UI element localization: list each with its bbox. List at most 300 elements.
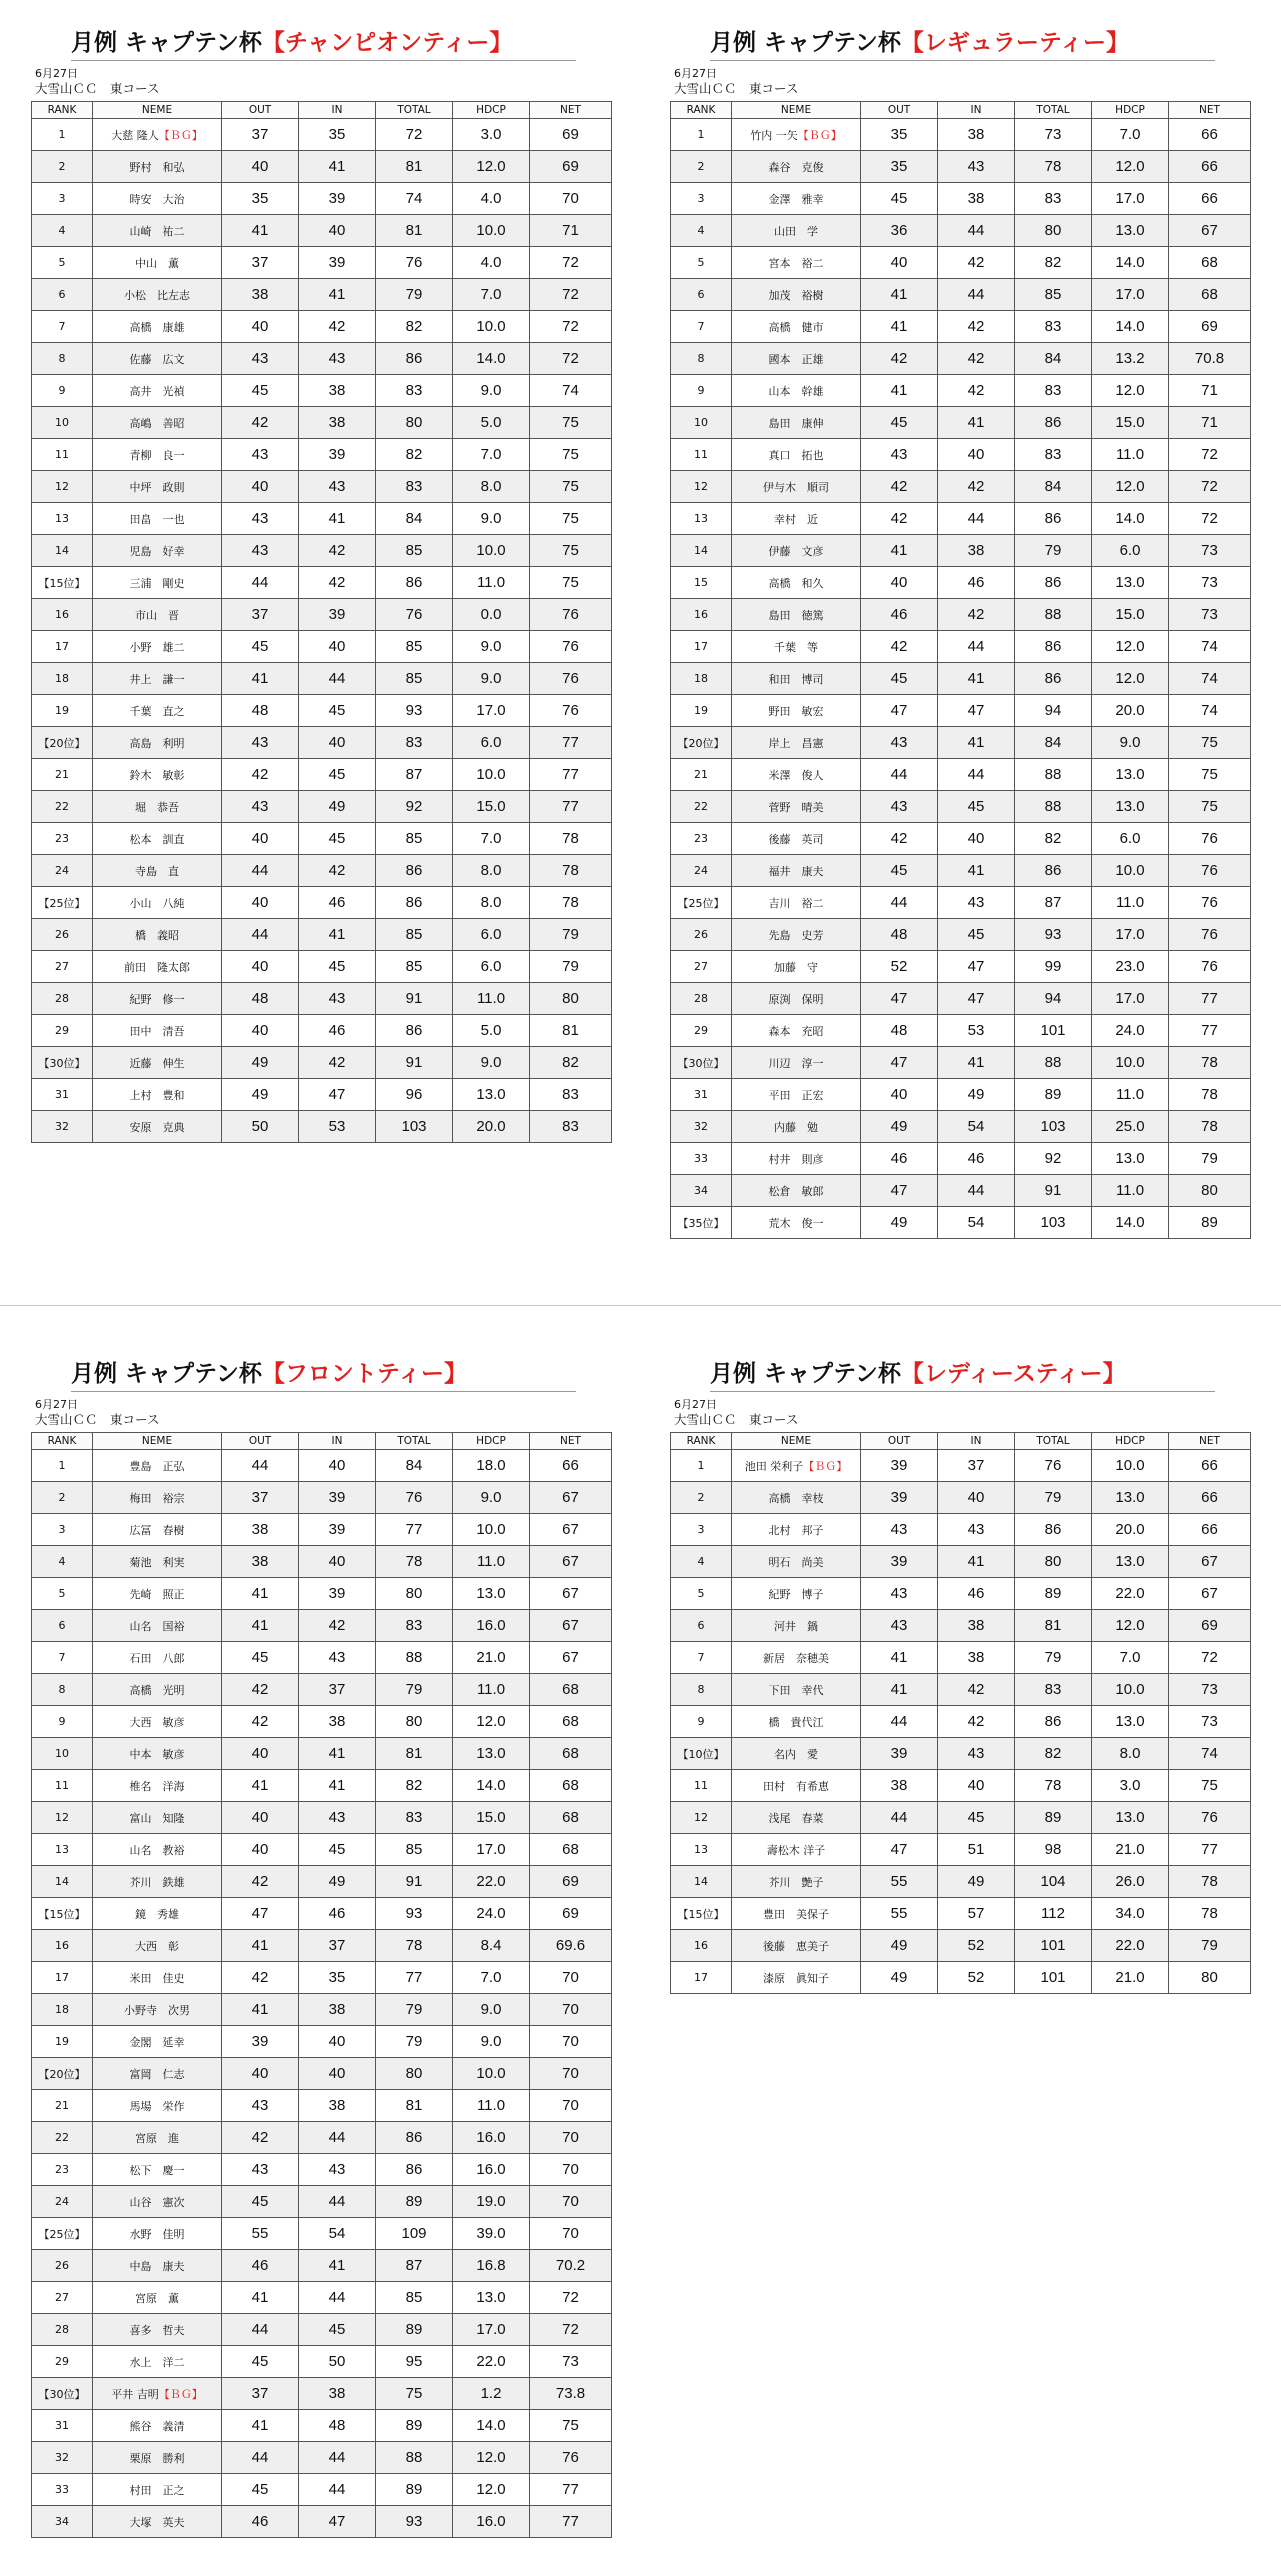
table-row xyxy=(32,1962,612,1994)
table-row xyxy=(32,2314,612,2346)
in-cell: 38 xyxy=(938,119,1015,151)
out-cell: 39 xyxy=(861,1482,938,1514)
rank-cell: 32 xyxy=(671,1111,732,1143)
out-cell: 41 xyxy=(861,311,938,343)
out-cell: 41 xyxy=(861,1642,938,1674)
net-cell: 76 xyxy=(1169,1802,1251,1834)
net-cell: 67 xyxy=(530,1514,612,1546)
column-header-net: NET xyxy=(530,1433,612,1450)
total-cell: 86 xyxy=(376,1015,453,1047)
table-row xyxy=(671,151,1251,183)
in-cell: 41 xyxy=(299,503,376,535)
in-cell: 53 xyxy=(938,1015,1015,1047)
hdcp-cell: 22.0 xyxy=(1092,1930,1169,1962)
total-cell: 84 xyxy=(1015,343,1092,375)
table-row xyxy=(32,1047,612,1079)
out-cell: 40 xyxy=(861,567,938,599)
total-cell: 81 xyxy=(1015,1610,1092,1642)
player-name: 市山 晋 xyxy=(135,608,179,622)
net-cell: 70 xyxy=(530,183,612,215)
name-cell xyxy=(93,407,222,439)
net-cell: 76 xyxy=(530,663,612,695)
out-cell: 43 xyxy=(222,2154,299,2186)
player-name: 上村 豊和 xyxy=(129,1088,185,1102)
hdcp-cell: 19.0 xyxy=(453,2186,530,2218)
hdcp-cell: 13.0 xyxy=(1092,215,1169,247)
out-cell: 45 xyxy=(861,183,938,215)
net-cell: 76 xyxy=(1169,887,1251,919)
net-cell: 74 xyxy=(1169,663,1251,695)
player-name: 米澤 俊人 xyxy=(768,768,824,782)
column-header-hdcp: HDCP xyxy=(453,1433,530,1450)
name-cell xyxy=(732,1898,861,1930)
table-row xyxy=(671,1930,1251,1962)
net-cell: 67 xyxy=(530,1610,612,1642)
net-cell: 73 xyxy=(1169,567,1251,599)
table-row xyxy=(32,1802,612,1834)
hdcp-cell: 13.0 xyxy=(1092,1802,1169,1834)
in-cell: 42 xyxy=(299,855,376,887)
name-cell xyxy=(732,1802,861,1834)
net-cell: 75 xyxy=(530,2410,612,2442)
table-row xyxy=(671,1578,1251,1610)
out-cell: 44 xyxy=(861,887,938,919)
out-cell: 41 xyxy=(222,1610,299,1642)
rank-cell: 23 xyxy=(32,2154,93,2186)
event-date: 6月27日 xyxy=(35,1398,78,1411)
name-cell xyxy=(732,1450,861,1482)
in-cell: 57 xyxy=(938,1898,1015,1930)
hdcp-cell: 12.0 xyxy=(1092,151,1169,183)
out-cell: 41 xyxy=(222,1994,299,2026)
total-cell: 86 xyxy=(1015,855,1092,887)
table-row xyxy=(32,1994,612,2026)
player-name: 菅野 晴美 xyxy=(768,800,824,814)
total-cell: 81 xyxy=(376,151,453,183)
name-cell xyxy=(93,215,222,247)
rank-cell: 13 xyxy=(671,503,732,535)
net-cell: 70 xyxy=(530,1962,612,1994)
hdcp-cell: 10.0 xyxy=(1092,1047,1169,1079)
out-cell: 47 xyxy=(861,695,938,727)
in-cell: 46 xyxy=(299,887,376,919)
table-row xyxy=(32,1514,612,1546)
total-cell: 89 xyxy=(376,2314,453,2346)
name-cell xyxy=(732,247,861,279)
net-cell: 72 xyxy=(530,279,612,311)
in-cell: 41 xyxy=(299,1770,376,1802)
name-cell xyxy=(93,1015,222,1047)
out-cell: 44 xyxy=(861,1706,938,1738)
player-name: 大慈 隆人 xyxy=(111,128,159,142)
rank-cell: 7 xyxy=(32,1642,93,1674)
net-cell: 80 xyxy=(1169,1175,1251,1207)
total-cell: 99 xyxy=(1015,951,1092,983)
net-cell: 69.6 xyxy=(530,1930,612,1962)
hdcp-cell: 17.0 xyxy=(453,2314,530,2346)
column-header-in: IN xyxy=(299,1433,376,1450)
hdcp-cell: 13.2 xyxy=(1092,343,1169,375)
rank-cell: 9 xyxy=(32,1706,93,1738)
table-row xyxy=(671,1834,1251,1866)
name-cell xyxy=(93,2378,222,2410)
total-cell: 88 xyxy=(376,1642,453,1674)
player-name: 堀 恭吾 xyxy=(135,800,179,814)
rank-cell: 5 xyxy=(32,247,93,279)
hdcp-cell: 3.0 xyxy=(1092,1770,1169,1802)
total-cell: 86 xyxy=(376,567,453,599)
out-cell: 37 xyxy=(222,1482,299,1514)
player-name: 浅尾 春菜 xyxy=(768,1811,824,1825)
table-row xyxy=(32,2186,612,2218)
out-cell: 47 xyxy=(861,1175,938,1207)
total-cell: 78 xyxy=(1015,151,1092,183)
in-cell: 43 xyxy=(299,471,376,503)
rank-cell: 16 xyxy=(671,599,732,631)
bg-tag: 【ＢＧ】 xyxy=(158,2387,203,2401)
rank-cell: 21 xyxy=(671,759,732,791)
rank-cell: 【25位】 xyxy=(671,887,732,919)
net-cell: 66 xyxy=(1169,1482,1251,1514)
in-cell: 43 xyxy=(299,2154,376,2186)
in-cell: 37 xyxy=(299,1930,376,1962)
net-cell: 75 xyxy=(530,567,612,599)
total-cell: 88 xyxy=(1015,1047,1092,1079)
out-cell: 44 xyxy=(222,2442,299,2474)
player-name: 小松 比左志 xyxy=(124,288,190,302)
player-name: 高橋 光明 xyxy=(129,1683,185,1697)
rank-cell: 9 xyxy=(671,375,732,407)
in-cell: 44 xyxy=(938,631,1015,663)
out-cell: 45 xyxy=(861,663,938,695)
out-cell: 48 xyxy=(861,1015,938,1047)
out-cell: 41 xyxy=(222,2410,299,2442)
total-cell: 79 xyxy=(376,1994,453,2026)
total-cell: 80 xyxy=(376,1578,453,1610)
rank-cell: 2 xyxy=(671,1482,732,1514)
name-cell xyxy=(93,375,222,407)
total-cell: 84 xyxy=(1015,727,1092,759)
total-cell: 77 xyxy=(376,1962,453,1994)
out-cell: 45 xyxy=(222,631,299,663)
in-cell: 47 xyxy=(938,695,1015,727)
hdcp-cell: 26.0 xyxy=(1092,1866,1169,1898)
total-cell: 86 xyxy=(376,343,453,375)
hdcp-cell: 9.0 xyxy=(453,503,530,535)
out-cell: 40 xyxy=(861,247,938,279)
table-row xyxy=(671,695,1251,727)
hdcp-cell: 3.0 xyxy=(453,119,530,151)
rank-cell: 11 xyxy=(671,1770,732,1802)
total-cell: 84 xyxy=(376,503,453,535)
player-name: 山谷 憲次 xyxy=(129,2195,185,2209)
header-row xyxy=(32,1433,612,1450)
hdcp-cell: 6.0 xyxy=(453,727,530,759)
table-row xyxy=(671,503,1251,535)
hdcp-cell: 14.0 xyxy=(1092,247,1169,279)
hdcp-cell: 5.0 xyxy=(453,1015,530,1047)
column-header-rank: RANK xyxy=(32,102,93,119)
net-cell: 74 xyxy=(1169,1738,1251,1770)
table-row xyxy=(32,2026,612,2058)
player-name: 大塚 英夫 xyxy=(129,2515,185,2529)
column-header-name: NEME xyxy=(732,102,861,119)
net-cell: 67 xyxy=(530,1546,612,1578)
table-row xyxy=(671,1546,1251,1578)
player-name: 平田 正宏 xyxy=(768,1088,824,1102)
rank-cell: 1 xyxy=(671,1450,732,1482)
rank-cell: 19 xyxy=(671,695,732,727)
out-cell: 39 xyxy=(861,1450,938,1482)
column-header-in: IN xyxy=(938,102,1015,119)
net-cell: 75 xyxy=(530,439,612,471)
out-cell: 41 xyxy=(861,279,938,311)
table-row xyxy=(32,2154,612,2186)
table-row xyxy=(671,791,1251,823)
net-cell: 66 xyxy=(1169,1450,1251,1482)
net-cell: 76 xyxy=(530,695,612,727)
rank-cell: 21 xyxy=(32,759,93,791)
total-cell: 88 xyxy=(1015,599,1092,631)
hdcp-cell: 13.0 xyxy=(1092,1482,1169,1514)
hdcp-cell: 11.0 xyxy=(453,983,530,1015)
table-row xyxy=(671,247,1251,279)
hdcp-cell: 10.0 xyxy=(453,311,530,343)
hdcp-cell: 6.0 xyxy=(1092,823,1169,855)
table-row xyxy=(671,1610,1251,1642)
total-cell: 85 xyxy=(376,535,453,567)
table-row xyxy=(671,1047,1251,1079)
player-name: 高橋 幸枝 xyxy=(768,1491,824,1505)
player-name: 明石 尚美 xyxy=(768,1555,824,1569)
player-name: 大西 彰 xyxy=(135,1939,179,1953)
table-row xyxy=(671,1079,1251,1111)
table-row xyxy=(32,151,612,183)
name-cell xyxy=(732,1175,861,1207)
player-name: 原渕 保明 xyxy=(768,992,824,1006)
name-cell xyxy=(93,1834,222,1866)
name-cell xyxy=(732,471,861,503)
name-cell xyxy=(93,1514,222,1546)
total-cell: 103 xyxy=(1015,1207,1092,1239)
hdcp-cell: 5.0 xyxy=(453,407,530,439)
net-cell: 67 xyxy=(530,1642,612,1674)
table-row xyxy=(32,1450,612,1482)
out-cell: 42 xyxy=(861,343,938,375)
out-cell: 44 xyxy=(222,919,299,951)
net-cell: 72 xyxy=(1169,439,1251,471)
rank-cell: 29 xyxy=(32,2346,93,2378)
rank-cell: 31 xyxy=(671,1079,732,1111)
out-cell: 43 xyxy=(861,1578,938,1610)
sheet-champion-tee xyxy=(31,26,611,1143)
net-cell: 69 xyxy=(530,1898,612,1930)
out-cell: 46 xyxy=(222,2506,299,2538)
in-cell: 38 xyxy=(938,183,1015,215)
player-name: 芥川 鉄雄 xyxy=(129,1875,185,1889)
total-cell: 88 xyxy=(376,2442,453,2474)
player-name: 和田 博司 xyxy=(768,672,824,686)
out-cell: 40 xyxy=(222,2058,299,2090)
in-cell: 49 xyxy=(938,1079,1015,1111)
out-cell: 40 xyxy=(222,1802,299,1834)
in-cell: 41 xyxy=(299,1738,376,1770)
in-cell: 39 xyxy=(299,1578,376,1610)
hdcp-cell: 22.0 xyxy=(453,1866,530,1898)
total-cell: 89 xyxy=(376,2410,453,2442)
rank-cell: 28 xyxy=(32,2314,93,2346)
hdcp-cell: 7.0 xyxy=(453,1962,530,1994)
in-cell: 40 xyxy=(299,1546,376,1578)
total-cell: 88 xyxy=(1015,759,1092,791)
name-cell xyxy=(93,439,222,471)
name-cell xyxy=(93,1802,222,1834)
rank-cell: 3 xyxy=(32,1514,93,1546)
total-cell: 83 xyxy=(1015,183,1092,215)
net-cell: 78 xyxy=(1169,1047,1251,1079)
table-row xyxy=(32,215,612,247)
net-cell: 75 xyxy=(1169,759,1251,791)
name-cell xyxy=(93,2474,222,2506)
name-cell xyxy=(93,1866,222,1898)
in-cell: 54 xyxy=(938,1207,1015,1239)
table-row xyxy=(671,887,1251,919)
name-cell xyxy=(732,1207,861,1239)
table-row xyxy=(671,1175,1251,1207)
rank-cell: 28 xyxy=(32,983,93,1015)
name-cell xyxy=(93,2506,222,2538)
name-cell xyxy=(732,1047,861,1079)
hdcp-cell: 12.0 xyxy=(1092,663,1169,695)
player-name: 喜多 哲夫 xyxy=(129,2323,185,2337)
rank-cell: 【15位】 xyxy=(32,1898,93,1930)
net-cell: 66 xyxy=(1169,183,1251,215)
total-cell: 80 xyxy=(376,407,453,439)
name-cell xyxy=(93,2410,222,2442)
name-cell xyxy=(93,1962,222,1994)
rank-cell: 16 xyxy=(671,1930,732,1962)
in-cell: 39 xyxy=(299,1482,376,1514)
player-name: 川辺 淳一 xyxy=(768,1056,824,1070)
table-row xyxy=(671,1674,1251,1706)
table-row xyxy=(671,1706,1251,1738)
rank-cell: 14 xyxy=(671,1866,732,1898)
results-table xyxy=(670,101,1251,1239)
in-cell: 42 xyxy=(299,311,376,343)
name-cell xyxy=(93,887,222,919)
hdcp-cell: 16.0 xyxy=(453,2122,530,2154)
header-row xyxy=(671,1433,1251,1450)
player-name: 広冨 春樹 xyxy=(129,1523,185,1537)
net-cell: 73 xyxy=(1169,1674,1251,1706)
hdcp-cell: 13.0 xyxy=(1092,567,1169,599)
table-row xyxy=(671,759,1251,791)
table-row xyxy=(32,759,612,791)
total-cell: 88 xyxy=(1015,791,1092,823)
in-cell: 41 xyxy=(299,279,376,311)
in-cell: 46 xyxy=(938,567,1015,599)
hdcp-cell: 20.0 xyxy=(1092,695,1169,727)
net-cell: 70 xyxy=(530,1994,612,2026)
player-name: 森本 充昭 xyxy=(768,1024,824,1038)
net-cell: 78 xyxy=(1169,1111,1251,1143)
sheet-front-tee xyxy=(31,1357,611,2538)
total-cell: 78 xyxy=(1015,1770,1092,1802)
out-cell: 41 xyxy=(222,215,299,247)
in-cell: 39 xyxy=(299,439,376,471)
column-header-total: TOTAL xyxy=(376,1433,453,1450)
player-name: 中山 薫 xyxy=(135,256,179,270)
hdcp-cell: 9.0 xyxy=(453,631,530,663)
total-cell: 81 xyxy=(376,215,453,247)
name-cell xyxy=(93,471,222,503)
net-cell: 72 xyxy=(1169,1642,1251,1674)
player-name: 鈴木 敏彰 xyxy=(129,768,185,782)
player-name: 梅田 裕宗 xyxy=(129,1491,185,1505)
name-cell xyxy=(93,2122,222,2154)
total-cell: 80 xyxy=(376,1706,453,1738)
in-cell: 38 xyxy=(938,1610,1015,1642)
hdcp-cell: 13.0 xyxy=(1092,1546,1169,1578)
net-cell: 70 xyxy=(530,2122,612,2154)
total-cell: 89 xyxy=(1015,1802,1092,1834)
rank-cell: 6 xyxy=(671,1610,732,1642)
total-cell: 89 xyxy=(376,2474,453,2506)
net-cell: 78 xyxy=(530,887,612,919)
table-row xyxy=(671,1866,1251,1898)
player-name: 大西 敏彦 xyxy=(129,1715,185,1729)
in-cell: 45 xyxy=(299,1834,376,1866)
net-cell: 67 xyxy=(1169,1546,1251,1578)
table-row xyxy=(32,407,612,439)
total-cell: 82 xyxy=(1015,247,1092,279)
hdcp-cell: 9.0 xyxy=(453,2026,530,2058)
net-cell: 81 xyxy=(530,1015,612,1047)
in-cell: 45 xyxy=(299,951,376,983)
rank-cell: 3 xyxy=(32,183,93,215)
name-cell xyxy=(93,1578,222,1610)
hdcp-cell: 6.0 xyxy=(453,951,530,983)
rank-cell: 28 xyxy=(671,983,732,1015)
total-cell: 86 xyxy=(1015,1514,1092,1546)
table-row xyxy=(32,951,612,983)
name-cell xyxy=(732,439,861,471)
table-row xyxy=(671,1143,1251,1175)
out-cell: 42 xyxy=(222,759,299,791)
in-cell: 44 xyxy=(938,279,1015,311)
name-cell xyxy=(93,1738,222,1770)
total-cell: 85 xyxy=(376,951,453,983)
in-cell: 54 xyxy=(938,1111,1015,1143)
out-cell: 44 xyxy=(222,1450,299,1482)
title-accent: 【フロントティー】 xyxy=(261,1361,468,1387)
hdcp-cell: 21.0 xyxy=(1092,1962,1169,1994)
player-name: 高島 利明 xyxy=(129,736,185,750)
in-cell: 51 xyxy=(938,1834,1015,1866)
total-cell: 86 xyxy=(1015,1706,1092,1738)
course-name: 大雪山ＣＣ 東コース xyxy=(35,1412,160,1427)
out-cell: 45 xyxy=(222,375,299,407)
rank-cell: 4 xyxy=(671,215,732,247)
total-cell: 87 xyxy=(1015,887,1092,919)
total-cell: 74 xyxy=(376,183,453,215)
player-name: 前田 隆太郎 xyxy=(124,960,190,974)
in-cell: 49 xyxy=(299,791,376,823)
net-cell: 69 xyxy=(1169,1610,1251,1642)
table-row xyxy=(671,1770,1251,1802)
in-cell: 39 xyxy=(299,247,376,279)
rank-cell: 2 xyxy=(32,151,93,183)
